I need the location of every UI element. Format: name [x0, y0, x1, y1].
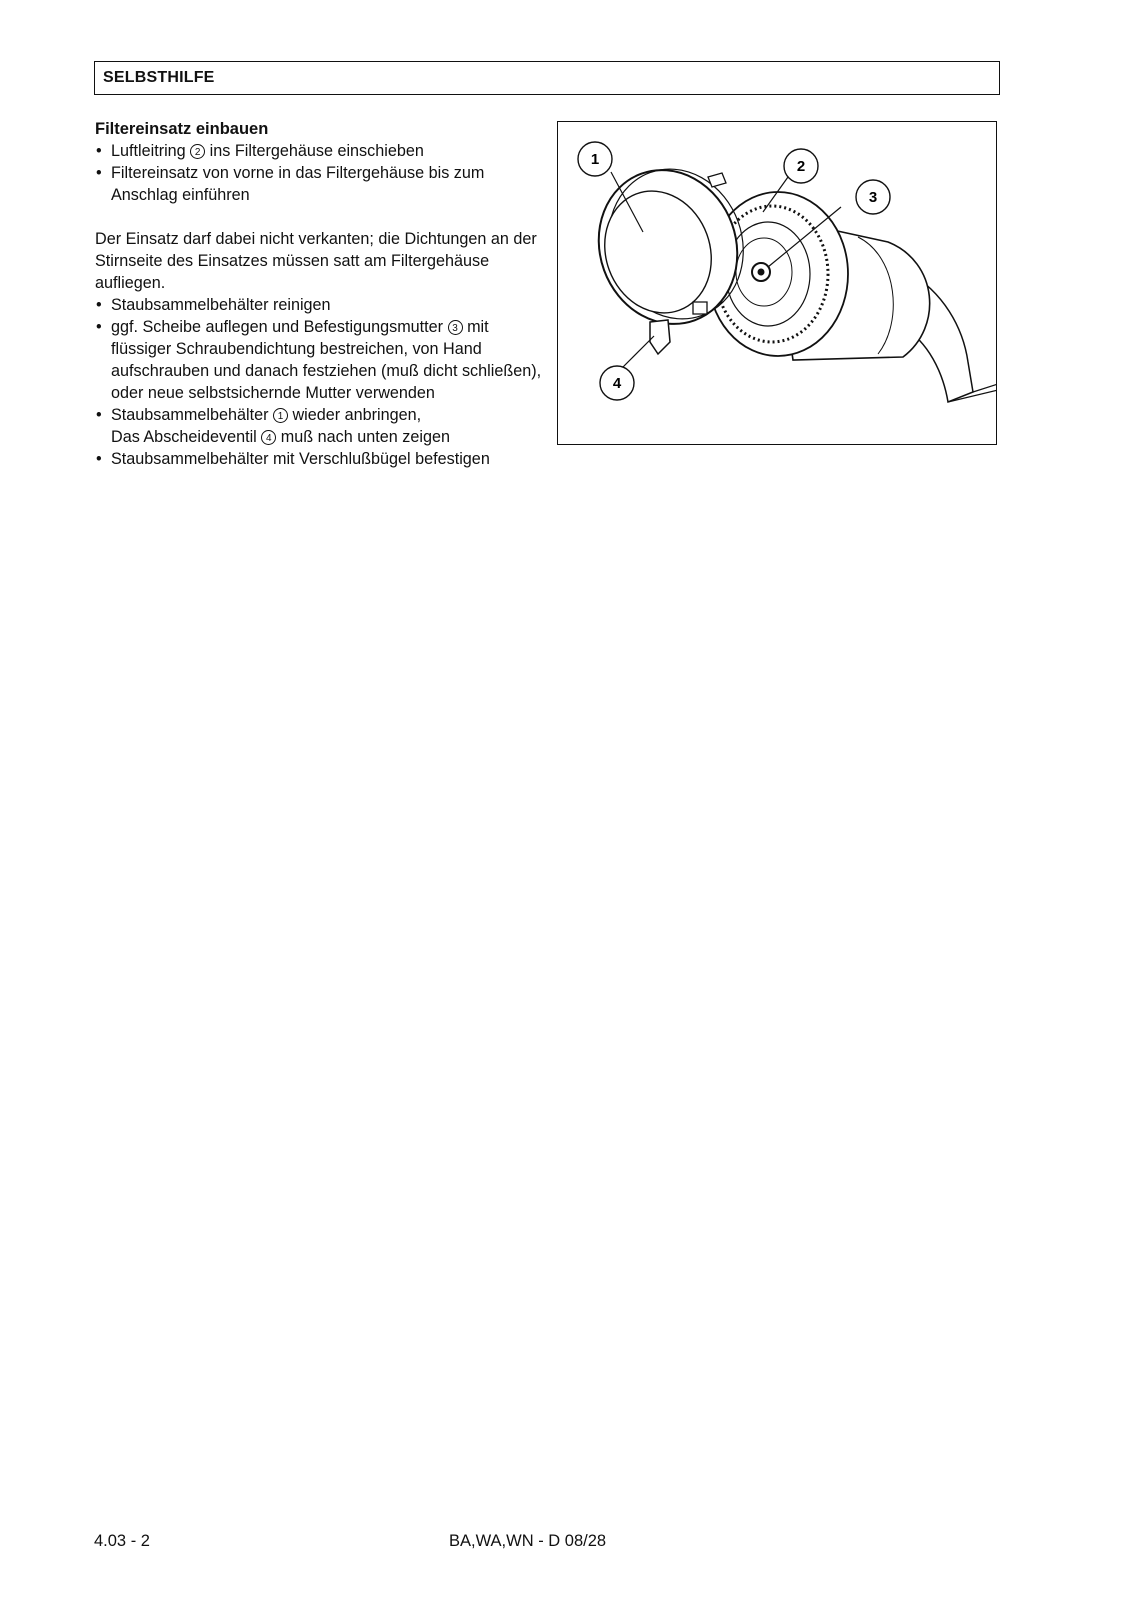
instructions-column	[95, 118, 545, 470]
step-text: ins Filtergehäuse einschieben	[205, 142, 424, 160]
clamp-bottom	[693, 302, 707, 314]
step-item	[95, 294, 545, 316]
step-text: muß nach unten zeigen	[276, 428, 450, 446]
step-item	[95, 162, 545, 206]
step-text: Filtereinsatz von vorne in das Filtergehäuse bis zum Anschlag einführen	[111, 164, 485, 204]
document-code: BA,WA,WN - D 08/28	[449, 1532, 607, 1550]
section-title: SELBSTHILFE	[103, 69, 215, 86]
ref-marker: 2	[190, 144, 205, 159]
step-item	[95, 448, 545, 470]
callout-4: 4	[612, 375, 622, 392]
step-note	[111, 426, 545, 448]
nut-center	[758, 269, 765, 276]
steps-list-b	[95, 294, 545, 470]
step-text: Staubsammelbehälter mit Verschlußbügel befestigen	[111, 450, 490, 468]
ref-marker: 4	[261, 430, 276, 445]
step-text: Das Abscheideventil	[111, 428, 262, 446]
step-text: Luftleitring	[111, 142, 191, 160]
page-number: 4.03 - 2	[94, 1532, 150, 1550]
air-filter-illustration	[557, 121, 997, 445]
step-text: Staubsammelbehälter reinigen	[111, 296, 331, 314]
callout-2: 2	[796, 158, 806, 175]
step-text: ggf. Scheibe auflegen und Befestigungsmutter	[111, 318, 448, 336]
step-text: Staubsammelbehälter	[111, 406, 273, 424]
note-paragraph: Der Einsatz darf dabei nicht verkanten; die Dichtungen an der Stirnseite des Einsatzes müssen satt am Filtergehäuse aufliegen.	[95, 230, 537, 292]
step-item	[95, 140, 545, 162]
ref-marker: 1	[273, 408, 288, 423]
ref-marker: 3	[448, 320, 463, 335]
section-header	[94, 61, 1000, 95]
callout-1: 1	[590, 151, 600, 168]
step-text: mit flüssiger Schraubendichtung bestreichen, von Hand aufschrauben und danach festziehen (muß dicht schließen), oder neue selbstsichernde Mutter verwenden	[111, 318, 542, 402]
step-item	[95, 316, 545, 404]
step-text: wieder anbringen,	[287, 406, 422, 424]
clamp-top	[708, 173, 726, 187]
subheading: Filtereinsatz einbauen	[95, 120, 269, 138]
air-filter-drawing	[558, 122, 997, 445]
step-item	[95, 404, 545, 448]
callout-3: 3	[868, 189, 878, 206]
steps-list-a	[95, 140, 545, 206]
